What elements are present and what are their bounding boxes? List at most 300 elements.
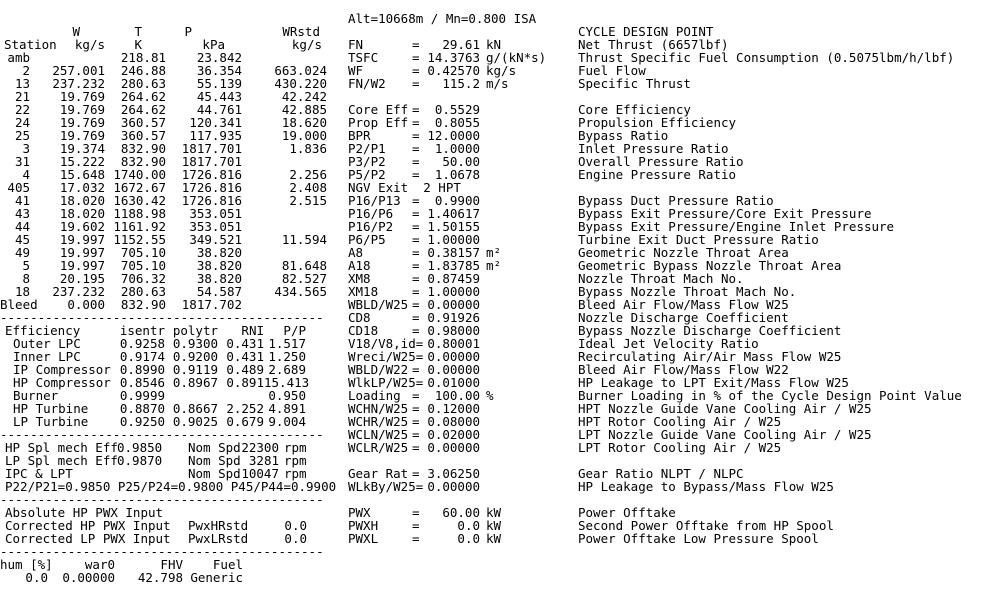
parameter-value: 0.0 <box>457 518 480 533</box>
station-cell: 706.32 <box>120 271 166 286</box>
station-cell: 2 <box>22 63 30 78</box>
efficiency-cell: 0.489 <box>226 362 264 377</box>
station-cell: 705.10 <box>120 258 166 273</box>
efficiency-cell: 2.252 <box>226 401 264 416</box>
efficiency-cell: 0.8546 <box>119 375 165 390</box>
parameter-value: 1.83785 <box>427 258 480 273</box>
parameter-value: 0.8055 <box>434 115 480 130</box>
station-cell: 246.88 <box>120 63 166 78</box>
efficiency-cell: 0.9200 <box>172 349 218 364</box>
efficiency-cell: 15.413 <box>264 375 310 390</box>
parameter-value: 1.0678 <box>434 167 480 182</box>
equals-sign: = <box>412 115 420 130</box>
summary-row <box>348 441 986 454</box>
parameter-name: WBLD/W22 <box>348 362 409 377</box>
power-offtake-input-section <box>0 506 307 545</box>
equals-sign: = <box>412 219 420 234</box>
parameter-value: 12.0000 <box>427 128 480 143</box>
station-cell: 19.769 <box>59 115 105 130</box>
equals-sign: = <box>412 505 420 520</box>
efficiency-header-cell: polytr <box>172 323 218 338</box>
efficiency-cell: 0.8870 <box>119 401 165 416</box>
station-cell: 1726.816 <box>181 193 242 208</box>
parameter-description: Bypass Exit Pressure/Core Exit Pressure <box>578 206 872 221</box>
station-cell: 25 <box>14 128 30 143</box>
parameter-description: Power Offtake Low Pressure Spool <box>578 531 819 546</box>
parameter-value: 1.0000 <box>434 141 480 156</box>
parameter-name: BPR <box>348 128 371 143</box>
parameter-description: Bypass Exit Pressure/Engine Inlet Pressure <box>578 219 895 234</box>
parameter-unit: kg/s <box>486 63 517 78</box>
station-cell: 1817.701 <box>181 141 242 156</box>
parameter-value: 0.00000 <box>427 349 480 364</box>
fuel-value-cell: Generic <box>190 570 243 585</box>
equals-sign: = <box>412 284 420 299</box>
parameter-value: 0.00000 <box>427 479 480 494</box>
parameter-description: Nozzle Discharge Coefficient <box>578 310 789 325</box>
station-cell: 18.020 <box>59 193 105 208</box>
parameter-value: 1.00000 <box>427 284 480 299</box>
parameter-unit: m² <box>486 245 502 260</box>
parameter-name: CD18 <box>348 323 379 338</box>
parameter-description: Net Thrust (6657lbf) <box>578 37 729 52</box>
parameter-value: 1.40617 <box>427 206 480 221</box>
equals-sign: = <box>412 37 420 52</box>
station-cell: 20.195 <box>59 271 105 286</box>
fuel-header-cell: war0 <box>84 557 115 572</box>
station-cell: 44 <box>14 219 30 234</box>
station-cell: 5 <box>22 258 30 273</box>
equals-sign: = <box>412 154 420 169</box>
efficiency-cell: 2.689 <box>268 362 306 377</box>
station-cell: amb <box>7 50 30 65</box>
station-cell: 31 <box>14 154 30 169</box>
spool-mech-efficiency: 0.9870 <box>117 453 163 468</box>
efficiency-cell: HP Turbine <box>13 401 89 416</box>
equals-sign: = <box>412 258 420 273</box>
station-cell: 19.769 <box>59 128 105 143</box>
station-cell: 21 <box>14 89 30 104</box>
station-header-cell: kg/s <box>74 37 105 52</box>
station-cell: 15.222 <box>59 154 105 169</box>
station-cell: 38.820 <box>196 258 242 273</box>
station-cell: 1161.92 <box>113 219 166 234</box>
station-cell: 430.220 <box>274 76 327 91</box>
parameter-description: Geometric Nozzle Throat Area <box>578 245 789 260</box>
nominal-speed-label: Nom Spd <box>188 466 241 481</box>
parameter-value: 29.61 <box>442 37 480 52</box>
station-cell: 82.527 <box>281 271 327 286</box>
summary-raw-text: Alt=10668m / Mn=0.800 ISA <box>348 11 537 26</box>
parameter-description: HP Leakage to Bypass/Mass Flow W25 <box>578 479 834 494</box>
parameter-description: Bleed Air Flow/Mass Flow W22 <box>578 362 789 377</box>
efficiency-cell: 0.950 <box>268 388 306 403</box>
equals-sign: = <box>412 76 420 91</box>
equals-sign: = <box>412 297 420 312</box>
parameter-name: P16/P2 <box>348 219 394 234</box>
parameter-unit: g/(kN*s) <box>486 50 547 65</box>
separator-line: ------------------------------------------- <box>0 492 324 507</box>
parameter-description: Bleed Air Flow/Mass Flow W25 <box>578 297 789 312</box>
efficiency-table <box>0 323 310 429</box>
station-cell: 2.408 <box>289 180 327 195</box>
station-cell: 117.935 <box>189 128 242 143</box>
parameter-description: Recirculating Air/Air Mass Flow W25 <box>578 349 842 364</box>
station-cell: 44.761 <box>196 102 242 117</box>
efficiency-cell: Burner <box>13 388 59 403</box>
parameter-name: P16/P6 <box>348 206 394 221</box>
separator-line: ------------------------------------------- <box>0 427 324 442</box>
station-cell: 1630.42 <box>113 193 166 208</box>
parameter-unit: m² <box>486 258 502 273</box>
station-cell: 705.10 <box>120 245 166 260</box>
station-cell: 38.820 <box>196 245 242 260</box>
parameter-name: CD8 <box>348 310 371 325</box>
parameter-description: HP Leakage to LPT Exit/Mass Flow W25 <box>578 375 849 390</box>
efficiency-cell: 0.9999 <box>119 388 165 403</box>
efficiency-cell: 4.891 <box>268 401 306 416</box>
parameter-value: 100.00 <box>434 388 480 403</box>
parameter-value: 115.2 <box>442 76 480 91</box>
parameter-description: Second Power Offtake from HP Spool <box>578 518 834 533</box>
efficiency-cell: 0.8990 <box>119 362 165 377</box>
station-cell: 2.515 <box>289 193 327 208</box>
parameter-name: Loading <box>348 388 401 403</box>
station-cell: 8 <box>22 271 30 286</box>
parameter-name: XM18 <box>348 284 379 299</box>
parameter-description: Engine Pressure Ratio <box>578 167 737 182</box>
station-cell: 237.232 <box>52 284 105 299</box>
nominal-speed-value: 10047 <box>241 466 279 481</box>
station-cell: 19.374 <box>59 141 105 156</box>
power-offtake-label: Corrected LP PWX Input <box>5 531 171 546</box>
parameter-description: Bypass Nozzle Throat Mach No. <box>578 284 797 299</box>
efficiency-cell: 1.517 <box>268 336 306 351</box>
parameter-value: 0.00000 <box>427 440 480 455</box>
parameter-name: WF <box>348 63 364 78</box>
station-cell: 0.000 <box>67 297 105 312</box>
station-cell: 4 <box>22 167 30 182</box>
station-cell: 55.139 <box>196 76 242 91</box>
station-cell: 22 <box>14 102 30 117</box>
parameter-description: Geometric Bypass Nozzle Throat Area <box>578 258 842 273</box>
parameter-name: WCHR/W25 <box>348 414 409 429</box>
efficiency-header-cell: P/P <box>283 323 306 338</box>
nominal-speed-label: Nom Spd <box>188 453 241 468</box>
parameter-unit: kW <box>486 505 502 520</box>
parameter-description: LPT Rotor Cooling Air / W25 <box>578 440 782 455</box>
parameter-description: HPT Nozzle Guide Vane Cooling Air / W25 <box>578 401 872 416</box>
parameter-name: PWXH <box>348 518 379 533</box>
parameter-description: LPT Nozzle Guide Vane Cooling Air / W25 <box>578 427 872 442</box>
station-cell: 832.90 <box>120 141 166 156</box>
efficiency-cell: 9.004 <box>268 414 306 429</box>
equals-sign: = <box>412 50 420 65</box>
efficiency-cell: 0.9258 <box>119 336 165 351</box>
parameter-description: Bypass Nozzle Discharge Coefficient <box>578 323 842 338</box>
parameter-value: 0.08000 <box>427 414 480 429</box>
parameter-description: Gear Ratio NLPT / NLPC <box>578 466 744 481</box>
parameter-description: Burner Loading in % of the Cycle Design Point Value <box>578 388 962 403</box>
equals-sign: = <box>412 323 420 338</box>
parameter-name: Prop Eff <box>348 115 409 130</box>
station-cell: 18 <box>14 284 30 299</box>
equals-sign: = <box>412 362 420 377</box>
equals-sign: = <box>412 245 420 260</box>
efficiency-cell: 0.8967 <box>172 375 218 390</box>
station-cell: 832.90 <box>120 154 166 169</box>
efficiency-cell: LP Turbine <box>13 414 89 429</box>
station-cell: 19.000 <box>281 128 327 143</box>
efficiency-cell: Inner LPC <box>13 349 81 364</box>
equals-sign: = <box>412 141 420 156</box>
parameter-description: Specific Thrust <box>578 76 691 91</box>
station-header-cell: Station <box>4 37 57 52</box>
efficiency-cell: 0.9025 <box>172 414 218 429</box>
fuel-value-row <box>0 571 243 584</box>
station-cell: 360.57 <box>120 115 166 130</box>
efficiency-header-cell: RNI <box>241 323 264 338</box>
parameter-description: Core Efficiency <box>578 102 691 117</box>
parameter-description: Inlet Pressure Ratio <box>578 141 729 156</box>
station-table <box>0 25 327 311</box>
station-header-cell: T <box>134 24 142 39</box>
station-cell: 19.997 <box>59 245 105 260</box>
efficiency-cell: HP Compressor <box>13 375 111 390</box>
station-cell: 11.594 <box>281 232 327 247</box>
parameter-description: Overall Pressure Ratio <box>578 154 744 169</box>
parameter-value: 1.50155 <box>427 219 480 234</box>
spool-label: IPC & LPT <box>5 466 73 481</box>
station-cell: 405 <box>7 180 30 195</box>
parameter-name: TSFC <box>348 50 379 65</box>
power-offtake-label: Corrected HP PWX Input <box>5 518 171 533</box>
equals-sign: = <box>412 427 420 442</box>
station-cell: 2.256 <box>289 167 327 182</box>
power-offtake-value: 0.0 <box>284 518 307 533</box>
station-cell: 41 <box>14 193 30 208</box>
station-cell: 19.997 <box>59 232 105 247</box>
equals-sign: = <box>412 531 420 546</box>
station-header-cell: kPa <box>202 37 225 52</box>
station-cell: 1672.67 <box>113 180 166 195</box>
summary-row <box>348 77 986 90</box>
parameter-name: WCLR/W25 <box>348 440 409 455</box>
parameter-description: Fuel Flow <box>578 63 646 78</box>
parameter-value: 0.9900 <box>434 193 480 208</box>
parameter-unit: kN <box>486 37 502 52</box>
fuel-section <box>0 558 243 584</box>
parameter-name: WCHN/W25 <box>348 401 409 416</box>
efficiency-cell: 1.250 <box>268 349 306 364</box>
station-cell: 237.232 <box>52 76 105 91</box>
station-cell: 42.885 <box>281 102 327 117</box>
parameter-value: 0.0 <box>457 531 480 546</box>
parameter-name: PWXL <box>348 531 379 546</box>
equals-sign: = <box>412 388 420 403</box>
fuel-value-cell: 0.0 <box>25 570 48 585</box>
station-cell <box>242 207 327 220</box>
equals-sign: = <box>412 63 420 78</box>
station-cell: 19.769 <box>59 102 105 117</box>
parameter-value: 0.01000 <box>427 375 480 390</box>
summary-panel <box>348 12 986 545</box>
station-cell: 19.997 <box>59 258 105 273</box>
parameter-value: 14.3763 <box>427 50 480 65</box>
efficiency-cell: Outer LPC <box>13 336 81 351</box>
fuel-header-cell: hum [%] <box>0 557 53 572</box>
parameter-description: Power Offtake <box>578 505 676 520</box>
spool-mech-efficiency: 0.9850 <box>117 440 163 455</box>
parameter-unit: kW <box>486 518 502 533</box>
parameter-description: Bypass Ratio <box>578 128 669 143</box>
parameter-description: Bypass Duct Pressure Ratio <box>578 193 774 208</box>
parameter-name: P5/P2 <box>348 167 386 182</box>
parameter-description: HPT Rotor Cooling Air / W25 <box>578 414 782 429</box>
parameter-name: P2/P1 <box>348 141 386 156</box>
station-cell: 264.62 <box>120 102 166 117</box>
parameter-unit: m/s <box>486 76 509 91</box>
efficiency-cell: 0.9174 <box>119 349 165 364</box>
station-cell: 360.57 <box>120 128 166 143</box>
duct-pressure-ratios: P22/P21=0.9850 P25/P24=0.9800 P45/P44=0.9900 <box>5 479 337 494</box>
station-cell: 43 <box>14 206 30 221</box>
parameter-value: 0.00000 <box>427 362 480 377</box>
equals-sign: = <box>412 440 420 455</box>
station-cell: 1726.816 <box>181 167 242 182</box>
parameter-value: 0.98000 <box>427 323 480 338</box>
efficiency-cell: 0.9250 <box>119 414 165 429</box>
parameter-value: 0.42570 <box>427 63 480 78</box>
station-cell: Bleed <box>0 297 38 312</box>
station-cell: 1.836 <box>289 141 327 156</box>
efficiency-cell: 0.431 <box>226 336 264 351</box>
parameter-name: P6/P5 <box>348 232 386 247</box>
parameter-name: Core Eff <box>348 102 409 117</box>
station-cell: 49 <box>14 245 30 260</box>
parameter-name: WBLD/W25 <box>348 297 409 312</box>
power-offtake-value: 0.0 <box>284 531 307 546</box>
equals-sign: = <box>412 401 420 416</box>
station-cell: 15.648 <box>59 167 105 182</box>
station-cell: 3 <box>22 141 30 156</box>
spool-label: HP Spl mech Eff <box>5 440 118 455</box>
station-header-cell: W <box>72 24 80 39</box>
equals-sign: = <box>412 128 420 143</box>
equals-sign: = <box>412 167 420 182</box>
summary-row <box>348 532 986 545</box>
station-cell: 45 <box>14 232 30 247</box>
power-offtake-label: Absolute HP PWX Input <box>5 505 164 520</box>
parameter-value: 0.12000 <box>427 401 480 416</box>
parameter-value: 0.87459 <box>427 271 480 286</box>
station-header-cell: P <box>184 24 192 39</box>
parameter-value: 0.02000 <box>427 427 480 442</box>
station-cell: 19.602 <box>59 219 105 234</box>
equals-sign: = <box>412 518 420 533</box>
efficiency-cell: IP Compressor <box>13 362 111 377</box>
station-cell: 218.81 <box>120 50 166 65</box>
equals-sign: = <box>412 466 420 481</box>
efficiency-cell: 0.8667 <box>172 401 218 416</box>
station-cell: 81.648 <box>281 258 327 273</box>
equals-sign: = <box>412 193 420 208</box>
efficiency-header-cell: isentr <box>119 323 165 338</box>
parameter-name: V18/V8,id= <box>348 336 424 351</box>
station-cell: 36.354 <box>196 63 242 78</box>
parameter-name: PWX <box>348 505 371 520</box>
station-cell: 54.587 <box>196 284 242 299</box>
efficiency-cell: 0.9300 <box>172 336 218 351</box>
equals-sign: = <box>412 414 420 429</box>
equals-sign: = <box>412 206 420 221</box>
power-offtake-key: PwxHRstd <box>188 518 249 533</box>
station-cell: 1152.55 <box>113 232 166 247</box>
parameter-unit: kW <box>486 531 502 546</box>
parameter-name: WCLN/W25 <box>348 427 409 442</box>
spool-section <box>0 441 336 493</box>
fuel-header-cell: Fuel <box>212 557 243 572</box>
station-cell: 257.001 <box>52 63 105 78</box>
parameter-description: Ideal Jet Velocity Ratio <box>578 336 759 351</box>
equals-sign: = <box>412 232 420 247</box>
parameter-name: Gear Rat <box>348 466 409 481</box>
station-cell: 38.820 <box>196 271 242 286</box>
parameter-name: Wreci/W25= <box>348 349 424 364</box>
parameter-value: 1.00000 <box>427 232 480 247</box>
parameter-unit: % <box>486 388 494 403</box>
station-cell: 280.63 <box>120 284 166 299</box>
efficiency-cell: 0.891 <box>226 375 264 390</box>
equals-sign: = <box>412 102 420 117</box>
parameter-value: 3.06250 <box>427 466 480 481</box>
station-cell: 349.521 <box>189 232 242 247</box>
speed-unit: rpm <box>284 466 307 481</box>
nominal-speed-value: 3281 <box>248 453 279 468</box>
station-cell: 832.90 <box>120 297 166 312</box>
nominal-speed-label: Nom Spd <box>188 440 241 455</box>
parameter-name: XM8 <box>348 271 371 286</box>
parameter-name: P3/P2 <box>348 154 386 169</box>
parameter-name: WlkLP/W25= <box>348 375 424 390</box>
station-cell: 1817.701 <box>181 154 242 169</box>
parameter-value: 0.91926 <box>427 310 480 325</box>
station-cell: 1817.702 <box>181 297 242 312</box>
separator-line: ------------------------------------------- <box>0 310 324 325</box>
parameter-name: FN <box>348 37 364 52</box>
fuel-value-cell: 42.798 <box>137 570 183 585</box>
station-cell: 434.565 <box>274 284 327 299</box>
station-header-cell: WRstd <box>282 24 320 39</box>
efficiency-cell: 0.431 <box>226 349 264 364</box>
nominal-speed-value: 22300 <box>241 440 279 455</box>
station-cell: 18.620 <box>281 115 327 130</box>
parameter-value: 60.00 <box>442 505 480 520</box>
efficiency-header-cell: Efficiency <box>5 323 81 338</box>
parameter-name: FN/W2 <box>348 76 386 91</box>
station-cell: 1740.00 <box>113 167 166 182</box>
station-cell: 24 <box>14 115 30 130</box>
station-cell: 353.051 <box>189 206 242 221</box>
station-cell: 1726.816 <box>181 180 242 195</box>
station-cell: 663.024 <box>274 63 327 78</box>
station-cell: 45.443 <box>196 89 242 104</box>
power-offtake-key: PwxLRstd <box>188 531 249 546</box>
equals-sign: = <box>412 271 420 286</box>
speed-unit: rpm <box>284 440 307 455</box>
parameter-name: WLkBy/W25= <box>348 479 424 494</box>
station-cell: 264.62 <box>120 89 166 104</box>
